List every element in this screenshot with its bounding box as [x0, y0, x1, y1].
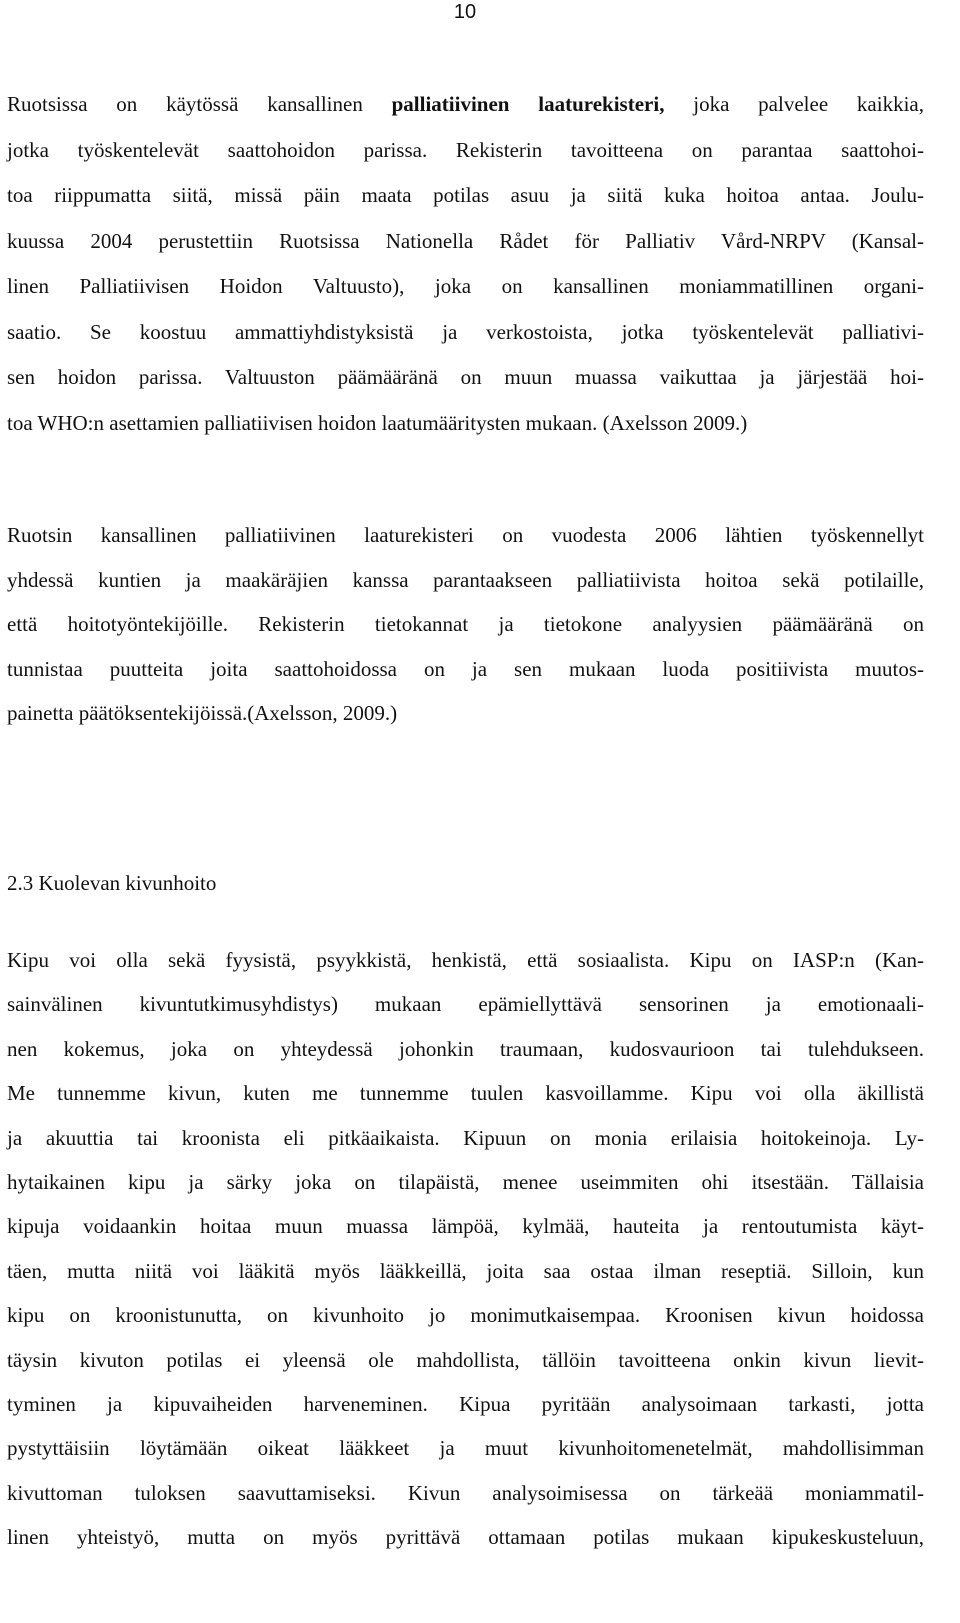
paragraph-line: täen, mutta niitä voi lääkitä myös lääkkeillä, joita saa ostaa ilman reseptiä. Silloin, kun — [7, 1258, 924, 1283]
paragraph-line: kipuja voidaankin hoitaa muun muassa lämpöä, kylmää, hauteita ja rentoutumista käyt- — [7, 1214, 924, 1239]
paragraph-line: Kipu voi olla sekä fyysistä, psyykkistä, henkistä, että sosiaalista. Kipu on IASP:n (Kan- — [7, 948, 924, 972]
paragraph-line: täysin kivuton potilas ei yleensä ole mahdollista, tällöin tavoitteena onkin kivun lievit- — [7, 1347, 924, 1372]
paragraph-line: pystyttäisiin löytämään oikeat lääkkeet ja muut kivunhoitomenetelmät, mahdollisimman — [7, 1436, 924, 1461]
paragraph-palliative-registry — [7, 82, 924, 446]
paragraph-line: kuussa 2004 perustettiin Ruotsissa Nationella Rådet för Palliativ Vård-NRPV (Kansal- — [7, 228, 924, 253]
paragraph-line: toa WHO:n asettamien palliatiivisen hoidon laatumääritysten mukaan. (Axelsson 2009.) — [7, 410, 748, 435]
paragraph-line: Ruotsin kansallinen palliatiivinen laaturekisteri on vuodesta 2006 lähtien työskennellyt — [7, 523, 924, 547]
paragraph-line: ja akuuttia tai kroonista eli pitkäaikaista. Kipuun on monia erilaisia hoitokeinoja. Ly- — [7, 1125, 924, 1150]
page-number: 10 — [453, 1, 477, 23]
paragraph-national-registry — [7, 513, 924, 736]
paragraph-line — [7, 82, 924, 128]
paragraph-line: hytaikainen kipu ja särky joka on tilapäistä, menee useimmiten ohi itsestään. Tällaisia — [7, 1169, 924, 1194]
paragraph-line: sen hoidon parissa. Valtuuston päämääränä on muun muassa vaikuttaa ja järjestää hoi- — [7, 365, 924, 389]
paragraph-line: yhdessä kuntien ja maakäräjien kanssa parantaakseen palliatiivista hoitoa sekä potilaille, — [7, 567, 924, 592]
paragraph-line: että hoitotyöntekijöille. Rekisterin tietokannat ja tietokone analyysien päämääränä on — [7, 612, 924, 637]
paragraph-line: painetta päätöksentekijöissä.(Axelsson, 2009.) — [7, 701, 398, 726]
paragraph-line: sainvälinen kivuntutkimusyhdistys) mukaan epämiellyttävä sensorinen ja emotionaali- — [7, 992, 924, 1017]
paragraph-line: linen yhteistyö, mutta on myös pyrittävä ottamaan potilas mukaan kipukeskusteluun, — [7, 1525, 924, 1550]
paragraph-line: saatio. Se koostuu ammattiyhdistyksistä ja verkostoista, jotka työskentelevät palliativi- — [7, 319, 924, 344]
paragraph-pain-management — [7, 938, 924, 1559]
paragraph-line: tunnistaa puutteita joita saattohoidossa on ja sen mukaan luoda positiivista muutos- — [7, 656, 924, 681]
paragraph-line: jotka työskentelevät saattohoidon parissa. Rekisterin tavoitteena on parantaa saattohoi- — [7, 137, 924, 162]
text-span: joka palvelee kaikkia, — [664, 92, 924, 116]
section-heading: 2.3 Kuolevan kivunhoito — [7, 871, 217, 895]
text-span: Ruotsissa on käytössä kansallinen — [7, 92, 392, 116]
paragraph-line: Me tunnemme kivun, kuten me tunnemme tuulen kasvoillamme. Kipu voi olla äkillistä — [7, 1081, 924, 1106]
paragraph-line: nen kokemus, joka on yhteydessä johonkin traumaan, kudosvaurioon tai tulehdukseen. — [7, 1036, 924, 1061]
paragraph-line: kivuttoman tuloksen saavuttamiseksi. Kivun analysoimisessa on tärkeää moniammatil- — [7, 1480, 924, 1505]
bold-term: palliatiivinen laaturekisteri, — [391, 92, 665, 116]
paragraph-line: toa riippumatta siitä, missä päin maata potilas asuu ja siitä kuka hoitoa antaa. Joulu- — [7, 183, 924, 207]
paragraph-line: tyminen ja kipuvaiheiden harveneminen. Kipua pyritään analysoimaan tarkasti, jotta — [7, 1391, 924, 1416]
paragraph-line: linen Palliatiivisen Hoidon Valtuusto), joka on kansallinen moniammatillinen organi- — [7, 274, 924, 298]
paragraph-line: kipu on kroonistunutta, on kivunhoito jo monimutkaisempaa. Kroonisen kivun hoidossa — [7, 1303, 924, 1328]
